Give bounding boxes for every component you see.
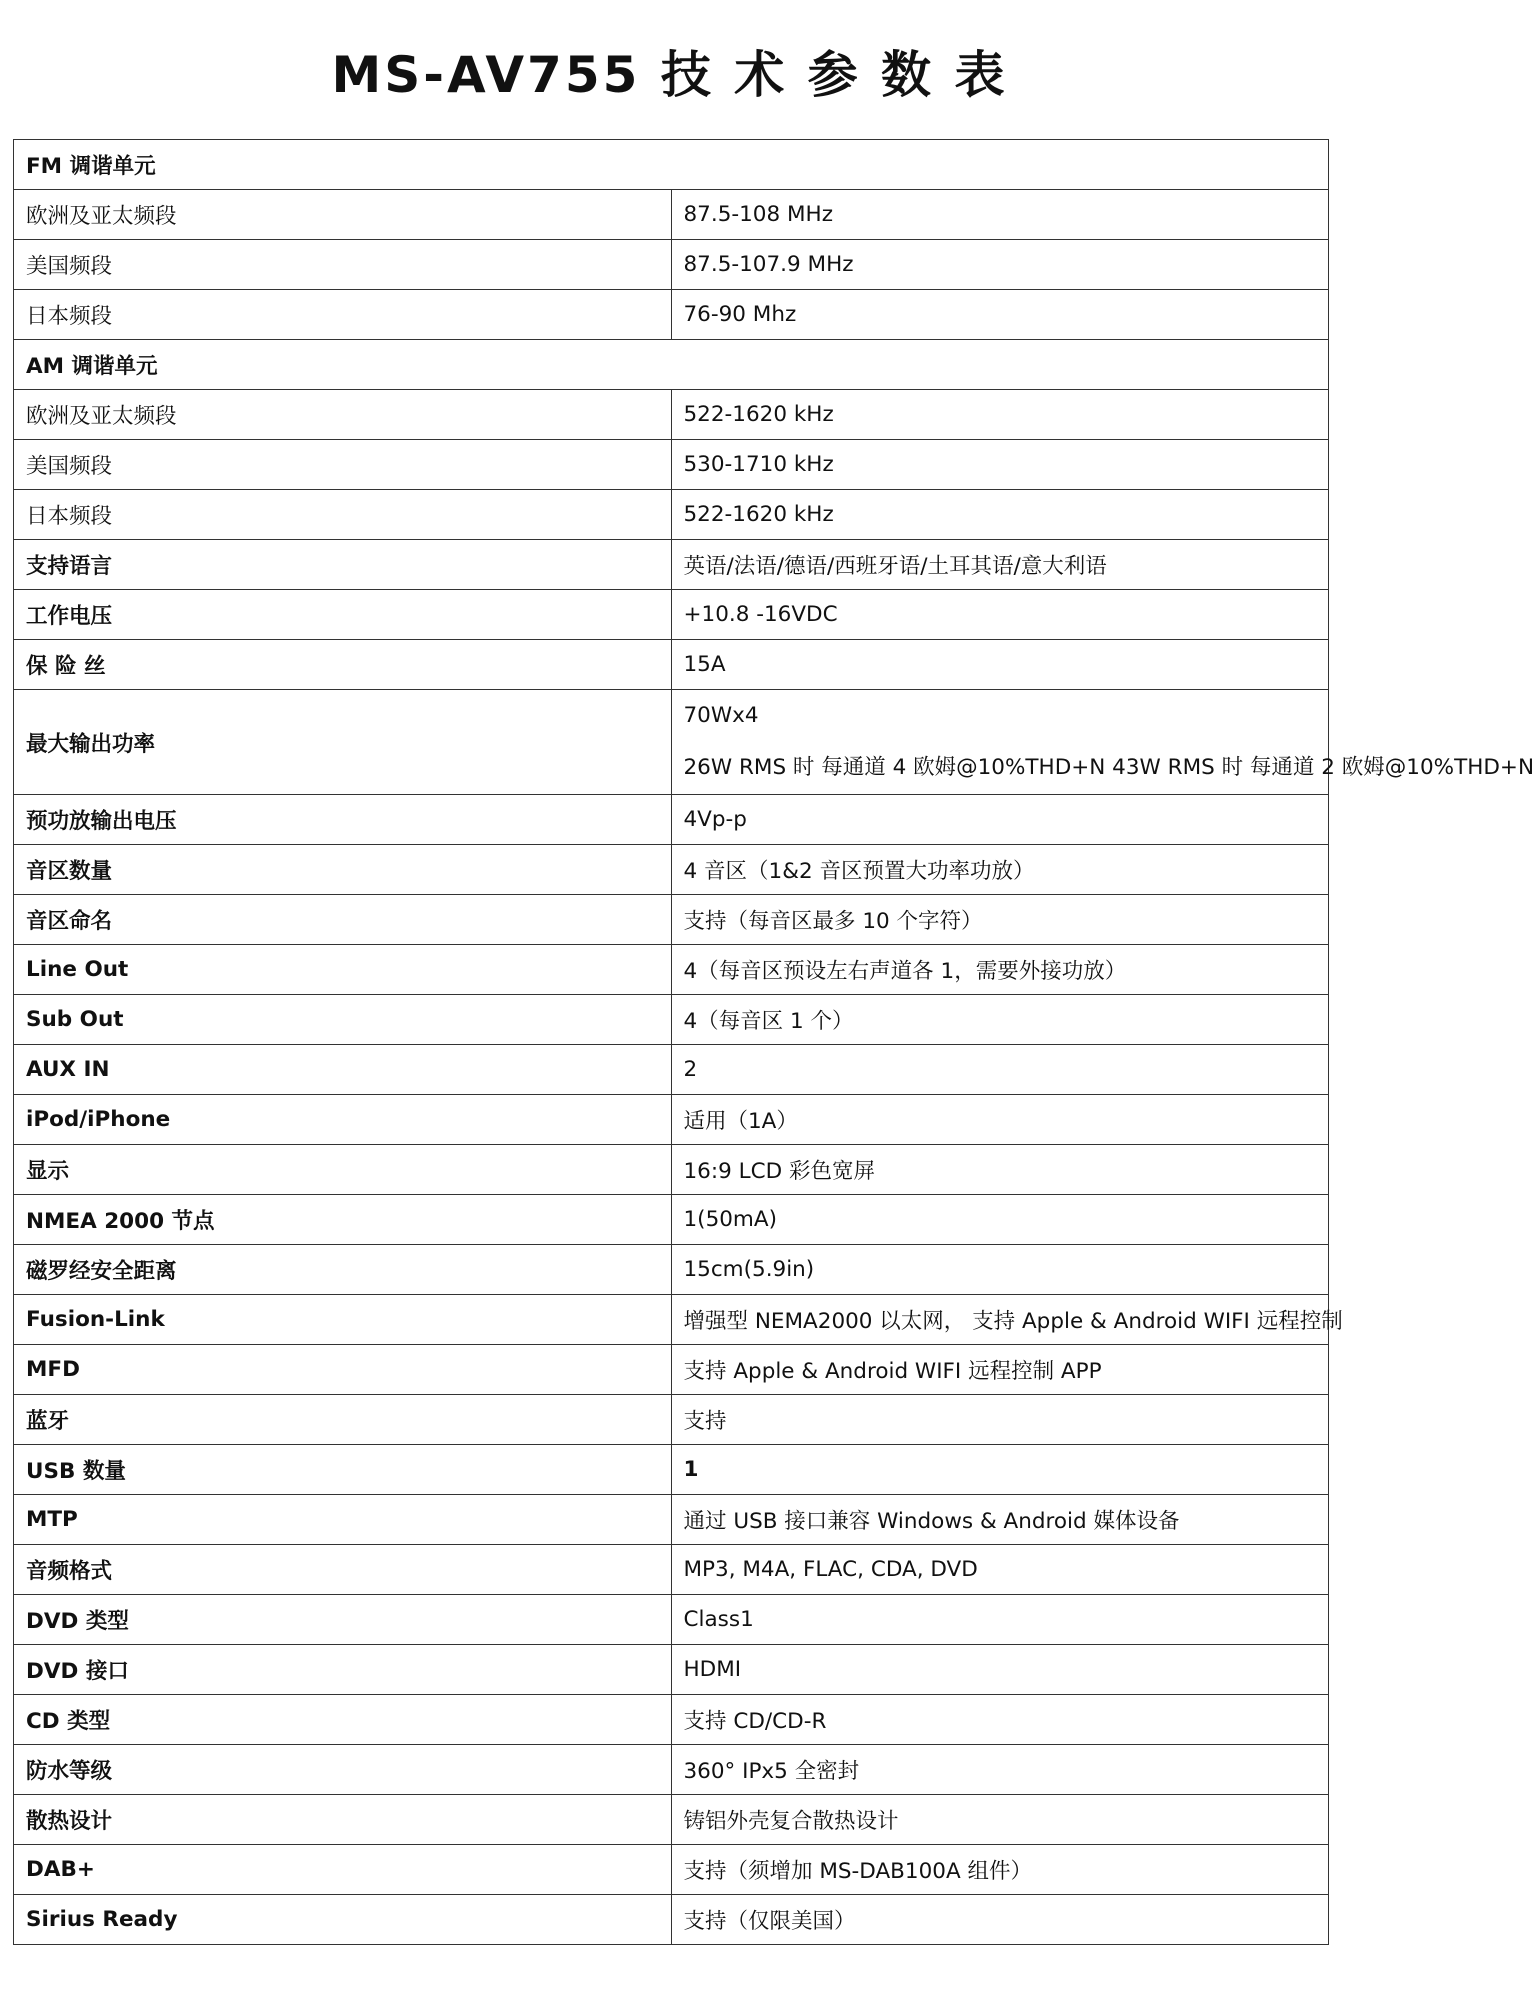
spec-label: 预功放输出电压	[14, 795, 672, 845]
spec-value: 4Vp-p	[671, 795, 1329, 845]
spec-value: 2	[671, 1045, 1329, 1095]
spec-row	[14, 1245, 1329, 1295]
spec-value: 支持 Apple & Android WIFI 远程控制 APP	[671, 1345, 1329, 1395]
spec-value: 支持（须增加 MS-DAB100A 组件）	[671, 1845, 1329, 1895]
section-header-label: FM 调谐单元	[14, 140, 1329, 190]
spec-row	[14, 1145, 1329, 1195]
spec-value: 16:9 LCD 彩色宽屏	[671, 1145, 1329, 1195]
spec-value: Class1	[671, 1595, 1329, 1645]
spec-row	[14, 390, 1329, 440]
spec-label: 最大输出功率	[14, 690, 672, 795]
spec-label: 欧洲及亚太频段	[14, 190, 672, 240]
spec-row	[14, 1195, 1329, 1245]
spec-row	[14, 845, 1329, 895]
spec-value: 15A	[671, 640, 1329, 690]
spec-row	[14, 1695, 1329, 1745]
spec-value: 360° IPx5 全密封	[671, 1745, 1329, 1795]
spec-value: 通过 USB 接口兼容 Windows & Android 媒体设备	[671, 1495, 1329, 1545]
spec-value: 支持	[671, 1395, 1329, 1445]
spec-value: 支持（仅限美国）	[671, 1895, 1329, 1945]
spec-value: 4 音区（1&2 音区预置大功率功放）	[671, 845, 1329, 895]
page-title: MS-AV755 技 术 参 数 表	[331, 46, 1008, 104]
spec-value: 87.5-107.9 MHz	[671, 240, 1329, 290]
section-header-label: AM 调谐单元	[14, 340, 1329, 390]
spec-label: 日本频段	[14, 290, 672, 340]
spec-row	[14, 1645, 1329, 1695]
spec-row	[14, 1295, 1329, 1345]
spec-table-body	[14, 140, 1534, 1945]
spec-row	[14, 590, 1329, 640]
spec-label: 保 险 丝	[14, 640, 672, 690]
spec-label: CD 类型	[14, 1695, 672, 1745]
spec-label: Sub Out	[14, 995, 672, 1045]
spec-value: 522-1620 kHz	[671, 390, 1329, 440]
spec-value: 支持（每音区最多 10 个字符）	[671, 895, 1329, 945]
spec-label: 音区命名	[14, 895, 672, 945]
spec-value: 支持 CD/CD-R	[671, 1695, 1329, 1745]
spec-row	[14, 190, 1329, 240]
spec-label: USB 数量	[14, 1445, 672, 1495]
spec-value: 适用（1A）	[671, 1095, 1329, 1145]
spec-row	[14, 440, 1329, 490]
spec-value-line: 26W RMS 时 每通道 4 欧姆@10%THD+N 43W RMS 时 每通道 2 欧姆@10%THD+N	[683, 755, 1534, 780]
spec-value: 4（每音区预设左右声道各 1，需要外接功放）	[671, 945, 1329, 995]
spec-row	[14, 1095, 1329, 1145]
spec-label: 欧洲及亚太频段	[14, 390, 672, 440]
spec-value: MP3, M4A, FLAC, CDA, DVD	[671, 1545, 1329, 1595]
spec-value-line: 70Wx4	[683, 703, 759, 728]
spec-row	[14, 945, 1329, 995]
spec-label: iPod/iPhone	[14, 1095, 672, 1145]
spec-label: 磁罗经安全距离	[14, 1245, 672, 1295]
spec-value: +10.8 -16VDC	[671, 590, 1329, 640]
spec-label: 工作电压	[14, 590, 672, 640]
section-header-row	[14, 140, 1329, 190]
spec-label: DVD 接口	[14, 1645, 672, 1695]
section-header-row	[14, 340, 1329, 390]
spec-row	[14, 1795, 1329, 1845]
spec-value: 1	[671, 1445, 1329, 1495]
spec-value: HDMI	[671, 1645, 1329, 1695]
spec-row	[14, 1395, 1329, 1445]
spec-row	[14, 1345, 1329, 1395]
spec-row	[14, 490, 1329, 540]
spec-label: Fusion-Link	[14, 1295, 672, 1345]
spec-label: 散热设计	[14, 1795, 672, 1845]
spec-label: 蓝牙	[14, 1395, 672, 1445]
spec-value: 76-90 Mhz	[671, 290, 1329, 340]
spec-label: 美国频段	[14, 240, 672, 290]
spec-value: 4（每音区 1 个）	[671, 995, 1329, 1045]
spec-value: 530-1710 kHz	[671, 440, 1329, 490]
spec-label: MTP	[14, 1495, 672, 1545]
spec-label: MFD	[14, 1345, 672, 1395]
spec-label: 日本频段	[14, 490, 672, 540]
spec-row	[14, 1845, 1329, 1895]
spec-row	[14, 540, 1329, 590]
spec-row	[14, 1545, 1329, 1595]
spec-row	[14, 240, 1329, 290]
spec-value: 铸铝外壳复合散热设计	[671, 1795, 1329, 1845]
spec-label: Sirius Ready	[14, 1895, 672, 1945]
spec-label: 音频格式	[14, 1545, 672, 1595]
spec-row	[14, 1045, 1329, 1095]
spec-label: 美国频段	[14, 440, 672, 490]
spec-row	[14, 1445, 1329, 1495]
spec-table	[13, 139, 1534, 1945]
spec-row	[14, 640, 1329, 690]
spec-value: 英语/法语/德语/西班牙语/土耳其语/意大利语	[671, 540, 1329, 590]
spec-label: 显示	[14, 1145, 672, 1195]
spec-row	[14, 1895, 1329, 1945]
spec-row	[14, 690, 1329, 795]
spec-label: DAB+	[14, 1845, 672, 1895]
spec-label: 音区数量	[14, 845, 672, 895]
spec-value: 522-1620 kHz	[671, 490, 1329, 540]
spec-value: 1(50mA)	[671, 1195, 1329, 1245]
spec-row	[14, 995, 1329, 1045]
spec-row	[14, 795, 1329, 845]
spec-value: 87.5-108 MHz	[671, 190, 1329, 240]
spec-label: 防水等级	[14, 1745, 672, 1795]
spec-row	[14, 1495, 1329, 1545]
spec-label: NMEA 2000 节点	[14, 1195, 672, 1245]
spec-row	[14, 290, 1329, 340]
spec-label: DVD 类型	[14, 1595, 672, 1645]
spec-label: 支持语言	[14, 540, 672, 590]
spec-value: 增强型 NEMA2000 以太网， 支持 Apple & Android WIFI 远程控制	[671, 1295, 1329, 1345]
spec-row	[14, 895, 1329, 945]
spec-row	[14, 1745, 1329, 1795]
spec-row	[14, 1595, 1329, 1645]
spec-label: AUX IN	[14, 1045, 672, 1095]
spec-label: Line Out	[14, 945, 672, 995]
spec-value: 15cm(5.9in)	[671, 1245, 1329, 1295]
spec-value	[671, 690, 1534, 795]
